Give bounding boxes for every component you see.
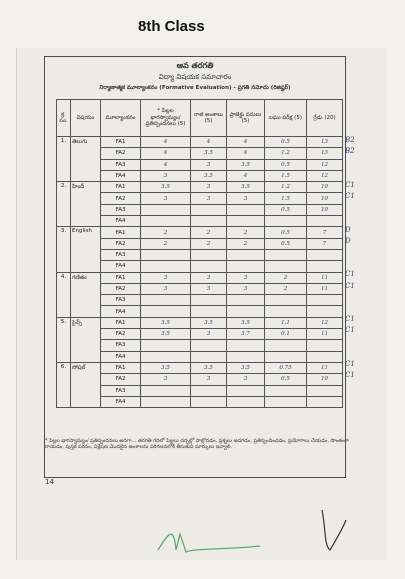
score-cell	[141, 396, 191, 407]
score-cell: 3	[191, 283, 227, 294]
score-cell	[141, 261, 191, 272]
assessment-cell: FA3	[101, 340, 141, 351]
score-cell: 4	[141, 137, 191, 148]
score-cell: 0.5	[265, 137, 307, 148]
score-cell: 2	[141, 227, 191, 238]
margin-grade-note: C1	[345, 360, 355, 368]
score-cell: 4	[227, 148, 265, 159]
score-cell	[191, 295, 227, 306]
score-cell: 0.5	[265, 159, 307, 170]
table-header-row	[57, 100, 343, 137]
table-row	[57, 182, 343, 193]
score-cell	[227, 340, 265, 351]
score-cell: 13	[307, 148, 343, 159]
subject-cell: సైన్స్	[71, 317, 101, 362]
corner-scribble	[312, 500, 362, 560]
score-cell: 4	[191, 137, 227, 148]
score-cell	[307, 261, 343, 272]
column-header: * పిల్లల భాగస్వామ్యం/ ప్రతిస్పందనలు (5)	[141, 100, 191, 137]
score-cell	[265, 216, 307, 227]
assessment-cell: FA3	[101, 249, 141, 260]
score-cell	[227, 351, 265, 362]
score-cell	[141, 249, 191, 260]
score-cell	[227, 306, 265, 317]
score-cell: 2	[265, 283, 307, 294]
footnote: * పిల్లల భాగస్వామ్యం/ ప్రతిస్పందనలు అనగా... తరగతి గదిలో పిల్లలు చర్చల్లో పాల్గొనడం, ప్రశ్నలు అడగడం, ప్రతిస్పందించడం, ప్రయోగాలు చేయడం, సొంతంగా రాయడం, పుస్తక పఠనం, విశ్లేషణ మొదలైన అంశాలను పరిగణనలోకి తీసుకుని మార్కులు ఇవ్వాలి.	[45, 438, 350, 451]
score-cell: 0.5	[265, 227, 307, 238]
score-cell	[307, 351, 343, 362]
score-cell	[227, 396, 265, 407]
score-cell	[191, 204, 227, 215]
score-cell	[227, 261, 265, 272]
column-header: రాత అంశాలు (5)	[191, 100, 227, 137]
score-cell: 3	[191, 193, 227, 204]
score-cell	[191, 216, 227, 227]
score-cell	[191, 261, 227, 272]
serial-number-cell: 5.	[57, 317, 71, 362]
score-cell	[307, 340, 343, 351]
score-cell: 1.2	[265, 182, 307, 193]
column-header: క్ర. సం.	[57, 100, 71, 137]
score-cell: 3.5	[191, 317, 227, 328]
score-cell: 3.5	[141, 362, 191, 373]
score-cell	[191, 396, 227, 407]
score-cell	[227, 295, 265, 306]
score-cell: 4	[141, 159, 191, 170]
score-cell: 11	[307, 329, 343, 340]
score-cell: 1.2	[265, 148, 307, 159]
score-cell: 3	[141, 374, 191, 385]
score-cell: 12	[307, 317, 343, 328]
score-cell	[191, 249, 227, 260]
score-cell	[227, 385, 265, 396]
score-cell: 3	[191, 182, 227, 193]
score-cell	[265, 385, 307, 396]
score-cell: 3	[191, 374, 227, 385]
score-cell: 0.5	[265, 238, 307, 249]
score-cell	[141, 306, 191, 317]
score-cell	[191, 351, 227, 362]
assessment-cell: FA4	[101, 351, 141, 362]
score-cell: 3.5	[227, 159, 265, 170]
score-cell: 1.5	[265, 170, 307, 181]
record-subtitle: విద్యా విషయక సమాచారం	[158, 73, 232, 81]
score-cell	[265, 340, 307, 351]
assessment-cell: FA1	[101, 317, 141, 328]
score-cell: 2	[227, 238, 265, 249]
score-cell: 3	[141, 170, 191, 181]
assessment-cell: FA1	[101, 182, 141, 193]
assessment-cell: FA1	[101, 272, 141, 283]
score-cell	[227, 204, 265, 215]
serial-number-cell: 1.	[57, 137, 71, 182]
assessment-cell: FA3	[101, 159, 141, 170]
score-cell: 2	[191, 238, 227, 249]
column-header: విషయం	[71, 100, 101, 137]
score-cell	[141, 385, 191, 396]
serial-number-cell: 4.	[57, 272, 71, 317]
score-cell: 11	[307, 283, 343, 294]
score-cell	[307, 216, 343, 227]
column-header: ప్రాజెక్టు పనులు (5)	[227, 100, 265, 137]
score-cell	[265, 249, 307, 260]
margin-grade-note: C1	[345, 326, 355, 335]
score-cell	[141, 216, 191, 227]
score-cell: 11	[307, 272, 343, 283]
score-cell	[265, 396, 307, 407]
assessment-cell: FA4	[101, 261, 141, 272]
record-heading: నిర్మాణాత్మక మూల్యాంకనం (Formative Evaluation) - ప్రగతి నమోదు (రిజిష్టర్)	[99, 85, 291, 91]
score-cell	[191, 306, 227, 317]
subject-cell: సోషల్	[71, 362, 101, 407]
margin-grade-note: C1	[345, 270, 355, 279]
table-row	[57, 227, 343, 238]
margin-grade-note: D	[345, 225, 351, 234]
score-cell: 11	[307, 362, 343, 373]
page-number: 14	[45, 478, 54, 486]
record-title: ఆవ తరగతి	[176, 61, 214, 70]
column-header: మూల్యాంకనం	[101, 100, 141, 137]
table-row	[57, 272, 343, 283]
score-cell	[307, 396, 343, 407]
assessment-cell: FA2	[101, 329, 141, 340]
assessment-cell: FA4	[101, 216, 141, 227]
score-cell: 3.5	[191, 170, 227, 181]
score-cell: 3.5	[191, 148, 227, 159]
score-cell	[141, 204, 191, 215]
assessment-cell: FA4	[101, 170, 141, 181]
score-cell: 3.5	[141, 317, 191, 328]
margin-grade-note: C1	[345, 281, 355, 290]
score-cell: 4	[141, 148, 191, 159]
score-cell: 3.5	[141, 182, 191, 193]
margin-grade-note: C1	[345, 180, 355, 189]
assessment-cell: FA3	[101, 385, 141, 396]
assessment-cell: FA4	[101, 306, 141, 317]
score-cell: 3.5	[227, 317, 265, 328]
subject-cell: English	[71, 227, 101, 272]
score-cell: 10	[307, 374, 343, 385]
serial-number-cell: 3.	[57, 227, 71, 272]
assessment-cell: FA2	[101, 193, 141, 204]
score-cell	[307, 385, 343, 396]
score-cell	[141, 295, 191, 306]
margin-grade-note: C1	[345, 371, 355, 380]
score-cell: 2	[191, 227, 227, 238]
score-cell: 3.5	[191, 362, 227, 373]
subject-cell: హిందీ	[71, 182, 101, 227]
score-cell: 3	[141, 272, 191, 283]
score-cell	[265, 295, 307, 306]
score-cell: 10	[307, 204, 343, 215]
score-cell: 3	[227, 374, 265, 385]
assessment-cell: FA3	[101, 204, 141, 215]
score-cell	[265, 306, 307, 317]
score-cell	[307, 295, 343, 306]
score-cell: 3	[227, 272, 265, 283]
score-cell	[307, 306, 343, 317]
score-cell: 7	[307, 238, 343, 249]
class-heading: 8th Class	[138, 18, 205, 35]
score-cell: 0.5	[265, 374, 307, 385]
score-cell: 0.75	[265, 362, 307, 373]
score-cell: 2	[227, 227, 265, 238]
score-cell	[141, 340, 191, 351]
score-cell: 0.1	[265, 329, 307, 340]
table-row	[57, 137, 343, 148]
score-cell: 12	[307, 159, 343, 170]
table-row	[57, 317, 343, 328]
signature-drawing	[150, 520, 270, 560]
assessment-cell: FA1	[101, 137, 141, 148]
score-cell: 3	[191, 159, 227, 170]
score-cell: 7	[307, 227, 343, 238]
marks-table	[56, 99, 343, 408]
assessment-cell: FA4	[101, 396, 141, 407]
subject-cell: గణితం	[71, 272, 101, 317]
score-cell: 3.5	[227, 362, 265, 373]
subject-cell: తెలుగు	[71, 137, 101, 182]
serial-number-cell: 2.	[57, 182, 71, 227]
score-cell	[191, 340, 227, 351]
score-cell	[265, 351, 307, 362]
score-cell	[227, 249, 265, 260]
score-cell: 10	[307, 182, 343, 193]
assessment-cell: FA3	[101, 295, 141, 306]
margin-grade-note: B2	[345, 136, 355, 144]
score-cell: 3.5	[227, 182, 265, 193]
score-cell: 2	[141, 238, 191, 249]
table-row	[57, 362, 343, 373]
score-cell: 3	[141, 193, 191, 204]
assessment-cell: FA2	[101, 148, 141, 159]
score-cell	[227, 216, 265, 227]
score-cell: 1.1	[265, 317, 307, 328]
assessment-cell: FA2	[101, 374, 141, 385]
score-cell	[307, 249, 343, 260]
score-cell: 3.5	[141, 329, 191, 340]
score-cell: 3	[227, 193, 265, 204]
score-cell	[191, 385, 227, 396]
score-cell: 4	[227, 137, 265, 148]
score-cell: 13	[307, 137, 343, 148]
score-cell: 1.5	[265, 193, 307, 204]
serial-number-cell: 6.	[57, 362, 71, 407]
score-cell: 3.7	[227, 329, 265, 340]
score-cell	[141, 351, 191, 362]
margin-grade-note: C1	[345, 192, 355, 200]
score-cell: 0.5	[265, 204, 307, 215]
score-cell: 3	[191, 329, 227, 340]
assessment-cell: FA2	[101, 283, 141, 294]
score-cell: 3	[191, 272, 227, 283]
score-cell: 3	[141, 283, 191, 294]
column-header: గ్రేడు (20)	[307, 100, 343, 137]
score-cell: 4	[227, 170, 265, 181]
record-frame	[44, 56, 355, 478]
score-cell: 2	[265, 272, 307, 283]
assessment-cell: FA1	[101, 227, 141, 238]
column-header: లఘు పరీక్ష (5)	[265, 100, 307, 137]
score-cell: 12	[307, 170, 343, 181]
margin-grade-note: C1	[345, 315, 355, 324]
margin-grade-note: B2	[345, 147, 355, 156]
score-cell: 3	[227, 283, 265, 294]
assessment-cell: FA1	[101, 362, 141, 373]
margin-grade-note: D	[345, 236, 351, 245]
assessment-cell: FA2	[101, 238, 141, 249]
score-cell	[265, 261, 307, 272]
score-cell: 10	[307, 193, 343, 204]
